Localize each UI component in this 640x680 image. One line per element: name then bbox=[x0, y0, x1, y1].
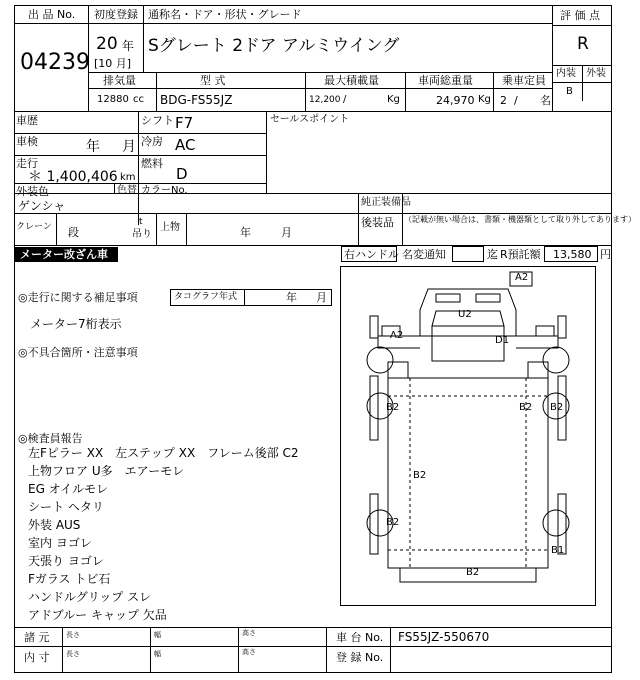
gross-weight-unit: Kg bbox=[478, 94, 491, 105]
ac-label: 冷房 bbox=[141, 135, 163, 148]
model-code: BDG-FS55JZ bbox=[160, 93, 233, 107]
right-hand-label: 右ハンドル bbox=[344, 248, 399, 261]
inspector-line: 左Fピラー XX 左ステップ XX フレーム後部 C2 bbox=[28, 446, 299, 460]
max-load-label: 最大積載量 bbox=[324, 74, 379, 87]
tax-label: 迄 bbox=[487, 248, 498, 261]
reg-month: [10 月] bbox=[94, 57, 132, 70]
tachograph-year-unit: 年 bbox=[286, 291, 297, 304]
aftermarket-label: 後装品 bbox=[361, 216, 394, 229]
inspection-label: 車検 bbox=[16, 135, 38, 148]
yen-label: 円 bbox=[600, 248, 611, 261]
spec-col-line bbox=[493, 72, 494, 111]
tachograph-divider bbox=[244, 289, 245, 306]
shift: F7 bbox=[175, 114, 194, 132]
loading-label: 上物 bbox=[160, 222, 180, 233]
gross-weight: 24,970 bbox=[436, 94, 475, 107]
footer-col-line bbox=[238, 627, 239, 673]
inspector-line: 外装 AUS bbox=[28, 518, 81, 532]
length-label: 長さ bbox=[66, 650, 80, 658]
damage-mark: B2 bbox=[550, 402, 564, 413]
details-col-line bbox=[56, 213, 57, 245]
header-row-line bbox=[552, 25, 612, 26]
footer-col-line bbox=[326, 627, 327, 673]
tachograph-label: タコグラフ年式 bbox=[174, 292, 238, 302]
meter-note: メーター7桁表示 bbox=[30, 317, 122, 331]
damage-mark: D1 bbox=[495, 335, 510, 346]
inspector-line: 室内 ヨゴレ bbox=[28, 536, 92, 550]
height-label: 高さ bbox=[242, 629, 256, 637]
exterior-label: 外装 bbox=[586, 68, 606, 79]
ext-color-label: 外装色 bbox=[16, 185, 49, 198]
damage-mark: B2 bbox=[386, 402, 400, 413]
r-deposit-label: R預託額 bbox=[500, 248, 541, 261]
reg-no-label: 登 録 No. bbox=[336, 651, 384, 664]
header-col-line bbox=[143, 5, 144, 72]
gross-weight-label: 車両総重量 bbox=[418, 74, 473, 87]
inspection-month-unit: 月 bbox=[122, 139, 136, 155]
interior-grade: B bbox=[566, 86, 573, 97]
shift-label: シフト bbox=[141, 114, 174, 127]
width-label: 幅 bbox=[154, 650, 161, 658]
displacement-label: 排気量 bbox=[103, 74, 136, 87]
mileage-label: 走行 bbox=[16, 157, 38, 170]
inspector-line: シート ヘタリ bbox=[28, 500, 104, 514]
loading-month-unit: 月 bbox=[281, 226, 292, 239]
lot-no-label: 出 品 No. bbox=[28, 8, 76, 21]
mileage: ＊ 1,400,406 bbox=[28, 169, 118, 185]
color-change-label: 色替 bbox=[117, 185, 137, 196]
damage-mark: A2 bbox=[390, 330, 404, 341]
damage-mark: B2 bbox=[413, 470, 427, 481]
score-label: 評 価 点 bbox=[560, 9, 600, 22]
footer-col-line bbox=[62, 627, 63, 673]
footer-col-line bbox=[150, 627, 151, 673]
inspector-title: ◎検査員報告 bbox=[18, 432, 83, 445]
name-change-label: 名変通知 bbox=[402, 248, 446, 261]
details-col-line bbox=[138, 111, 139, 225]
r-deposit: 13,580 bbox=[553, 248, 592, 261]
max-load-slash: / bbox=[343, 94, 347, 105]
crane-hang-unit: 吊り bbox=[132, 229, 152, 240]
chassis-no: FS55JZ-550670 bbox=[398, 630, 490, 644]
first-reg-label: 初度登録 bbox=[94, 8, 138, 21]
history-label: 車歴 bbox=[16, 114, 38, 127]
inspector-line: アドブルー キャップ 欠品 bbox=[28, 608, 167, 622]
ext-color: ゲンシャ bbox=[18, 199, 66, 213]
crane-ton-unit: t bbox=[139, 217, 143, 227]
header-row-line bbox=[14, 23, 552, 24]
crane-step-unit: 段 bbox=[68, 226, 79, 239]
details-col-line bbox=[156, 213, 157, 245]
chassis-label: 車 台 No. bbox=[336, 631, 384, 644]
spec-col-line bbox=[405, 72, 406, 111]
tachograph-month-unit: 月 bbox=[316, 291, 327, 304]
max-load: 12,200 bbox=[309, 95, 341, 105]
driving-notes-title: ◎走行に関する補足事項 bbox=[18, 291, 138, 304]
cargo-label: 内 寸 bbox=[24, 651, 50, 664]
loading-year-unit: 年 bbox=[240, 226, 251, 239]
fuel: D bbox=[176, 165, 188, 183]
vehicle-name-label: 通称名・ドア・形状・グレード bbox=[148, 8, 302, 21]
displacement-unit: cc bbox=[133, 94, 144, 105]
length-label: 長さ bbox=[66, 631, 80, 639]
lot-no: 04239 bbox=[20, 50, 90, 75]
details-row-line bbox=[14, 245, 612, 246]
inspector-line: 上物フロア U多 エアーモレ bbox=[28, 464, 185, 478]
spec-label: 諸 元 bbox=[24, 631, 50, 644]
capacity: 2 bbox=[500, 94, 507, 107]
details-col-line bbox=[358, 193, 359, 245]
inspector-line: 天張り ヨゴレ bbox=[28, 554, 104, 568]
inspector-line: EG オイルモレ bbox=[28, 482, 109, 496]
tamper-label: メーター改ざん車 bbox=[20, 248, 108, 261]
damage-mark: B2 bbox=[466, 567, 480, 578]
damage-mark: U2 bbox=[458, 309, 472, 320]
damage-mark: B1 bbox=[551, 545, 565, 556]
displacement: 12880 bbox=[97, 94, 129, 105]
capacity-slash: / bbox=[514, 94, 518, 107]
score: R bbox=[577, 34, 589, 54]
genuine-equipment-label: 純正装備品 bbox=[361, 197, 411, 208]
vehicle-name: Sグレート 2ドア アルミウイング bbox=[148, 36, 400, 56]
inspector-line: ハンドルグリップ スレ bbox=[28, 590, 152, 604]
height-label: 高さ bbox=[242, 648, 256, 656]
damage-mark: A2 bbox=[515, 272, 529, 283]
footer-col-line bbox=[390, 627, 391, 673]
footer-line bbox=[14, 627, 612, 628]
header-row-line bbox=[88, 88, 552, 89]
details-row-line bbox=[14, 193, 612, 194]
header-row-line bbox=[14, 111, 612, 112]
color-code-label: カラーNo. bbox=[141, 185, 188, 196]
footer-line bbox=[14, 646, 612, 647]
header-col-line bbox=[552, 5, 553, 111]
max-load-unit: Kg bbox=[387, 94, 400, 105]
interior-label: 内装 bbox=[556, 68, 576, 79]
details-col-line bbox=[266, 111, 267, 193]
capacity-unit: 名 bbox=[540, 94, 551, 107]
fuel-label: 燃料 bbox=[141, 157, 163, 170]
defects-title: ◎不具合箇所・注意事項 bbox=[18, 346, 138, 359]
header-col-line bbox=[582, 65, 583, 101]
details-col-line bbox=[186, 213, 187, 245]
spec-col-line bbox=[156, 72, 157, 111]
spec-col-line bbox=[305, 72, 306, 111]
inspector-line: Fガラス トビ石 bbox=[28, 572, 111, 586]
model-label: 型 式 bbox=[200, 74, 226, 87]
name-change-box bbox=[452, 246, 484, 262]
ac: AC bbox=[175, 136, 196, 154]
details-row-line bbox=[14, 155, 266, 156]
mileage-unit: km bbox=[120, 172, 136, 183]
selling-points-label: セールスポイント bbox=[270, 114, 350, 125]
details-row-line bbox=[14, 133, 266, 134]
header-row-line bbox=[88, 72, 552, 73]
aftermarket-note: （記載が無い場合は、書類・機器類として取り外してあります） bbox=[404, 215, 636, 224]
capacity-label: 乗車定員 bbox=[502, 74, 546, 87]
crane-label: クレーン bbox=[16, 222, 52, 232]
width-label: 幅 bbox=[154, 631, 161, 639]
details-row-line bbox=[358, 213, 612, 214]
inspection-year-unit: 年 bbox=[86, 139, 100, 155]
reg-year: 20 bbox=[96, 34, 118, 54]
damage-mark: B2 bbox=[519, 402, 533, 413]
reg-year-unit: 年 bbox=[122, 39, 135, 53]
damage-mark: B2 bbox=[386, 517, 400, 528]
